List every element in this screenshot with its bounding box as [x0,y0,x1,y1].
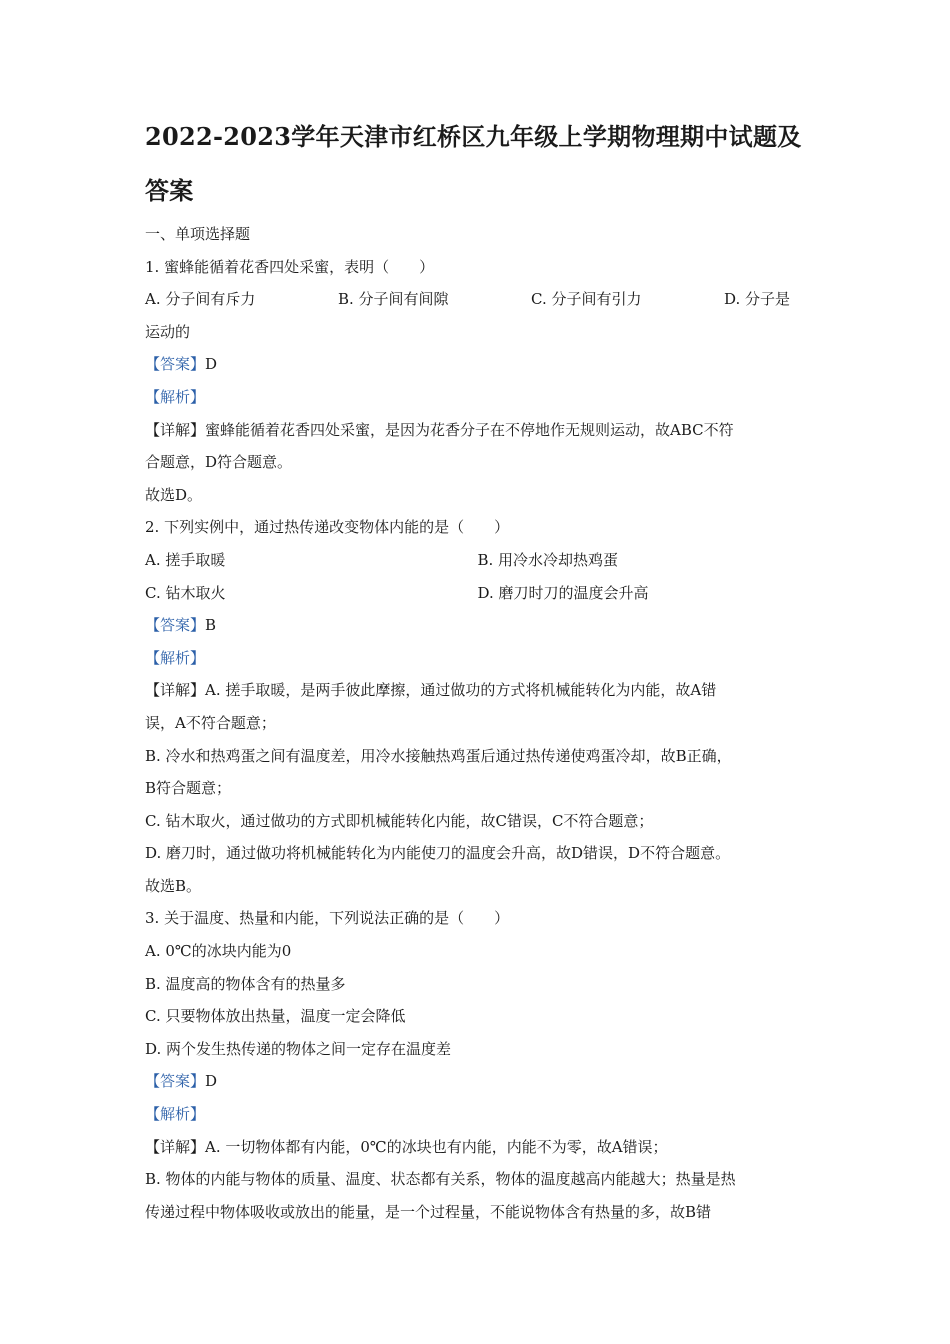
document-title [145,110,810,218]
q2-stem: 2. 下列实例中，通过热传递改变物体内能的是（ ） [145,518,510,537]
q2-answer-value: B [205,616,217,635]
q1-answer [145,348,810,381]
q1-options [145,283,810,316]
q3-detail-b-line-2: 传递过程中物体吸收或放出的能量，是一个过程量，不能说物体含有热量的多，故B错 [145,1202,712,1221]
q1-answer-value: D [205,355,218,374]
q2-detail-a-text-1: A. 搓手取暖，是两手彼此摩擦，通过做功的方式将机械能转化为内能，故A错 [205,681,717,700]
q3-detail-a [145,1131,810,1164]
q2-answer [145,609,810,642]
q2-options-row-1 [145,544,810,577]
q3-stem: 3. 关于温度、热量和内能，下列说法正确的是（ ） [145,909,510,928]
q2-option-c: C. 钻木取火 [145,583,226,602]
detail-tag: 【详解】 [145,1137,206,1156]
q3-answer [145,1065,810,1098]
q1-option-a: A. 分子间有斥力 [145,290,256,309]
document-page [145,110,810,1228]
q1-analysis [145,381,810,414]
q1-detail-text-1: 蜜蜂能循着花香四处采蜜，是因为花香分子在不停地作无规则运动，故ABC不符 [205,420,734,439]
analysis-tag: 【解析】 [145,1105,206,1124]
q2-analysis [145,642,810,675]
q3-detail-b-line-1: B. 物体的内能与物体的质量、温度、状态都有关系，物体的温度越高内能越大；热量是热 [145,1170,736,1189]
title-line-1: 2022-2023学年天津市红桥区九年级上学期物理期中试题及 [145,122,802,151]
q1-stem: 1. 蜜蜂能循着花香四处采蜜，表明（ ） [145,257,435,276]
q2-detail-b-line-1: B. 冷水和热鸡蛋之间有温度差，用冷水接触热鸡蛋后通过热传递使鸡蛋冷却，故B正确， [145,746,732,765]
q3-option-b: B. 温度高的物体含有的热量多 [145,974,346,993]
q1-option-b: B. 分子间有间隙 [338,290,449,309]
q3-option-d: D. 两个发生热传递的物体之间一定存在温度差 [145,1039,452,1058]
analysis-tag: 【解析】 [145,387,206,406]
q2-detail-a-line-2: 误，A不符合题意； [145,713,276,732]
q2-detail-c: C. 钻木取火，通过做功的方式即机械能转化内能，故C错误，C不符合题意； [145,811,654,830]
detail-tag: 【详解】 [145,420,206,439]
q2-options-row-2 [145,577,810,610]
section-heading: 一、单项选择题 [145,225,251,243]
q3-analysis [145,1098,810,1131]
q2-option-b: B. 用冷水冷却热鸡蛋 [477,550,619,569]
q3-option-c: C. 只要物体放出热量，温度一定会降低 [145,1007,406,1026]
q1-detail-line-2: 合题意，D符合题意。 [145,453,293,472]
q1-option-d-continued: 运动的 [145,322,191,341]
q1-conclusion: 故选D。 [145,485,203,504]
q3-option-a: A. 0℃的冰块内能为0 [145,942,292,961]
q2-option-a: A. 搓手取暖 [145,550,226,569]
analysis-tag: 【解析】 [145,648,206,667]
q1-option-d: D. 分子是 [724,290,791,309]
q2-conclusion: 故选B。 [145,876,202,895]
q2-detail-a-line-1 [145,674,810,707]
q3-answer-value: D [205,1072,218,1091]
q3-detail-a-text: A. 一切物体都有内能，0℃的冰块也有内能，内能不为零，故A错误； [205,1137,668,1156]
answer-tag: 【答案】 [145,355,206,374]
q1-option-c: C. 分子间有引力 [531,290,642,309]
answer-tag: 【答案】 [145,1072,206,1091]
q1-detail-line-1 [145,414,810,447]
title-line-2: 答案 [145,176,194,205]
q2-detail-b-line-2: B符合题意； [145,779,232,798]
q2-detail-d: D. 磨刀时，通过做功将机械能转化为内能使刀的温度会升高，故D错误，D不符合题意。 [145,844,731,863]
answer-tag: 【答案】 [145,616,206,635]
q2-option-d: D. 磨刀时刀的温度会升高 [477,583,649,602]
detail-tag: 【详解】 [145,681,206,700]
